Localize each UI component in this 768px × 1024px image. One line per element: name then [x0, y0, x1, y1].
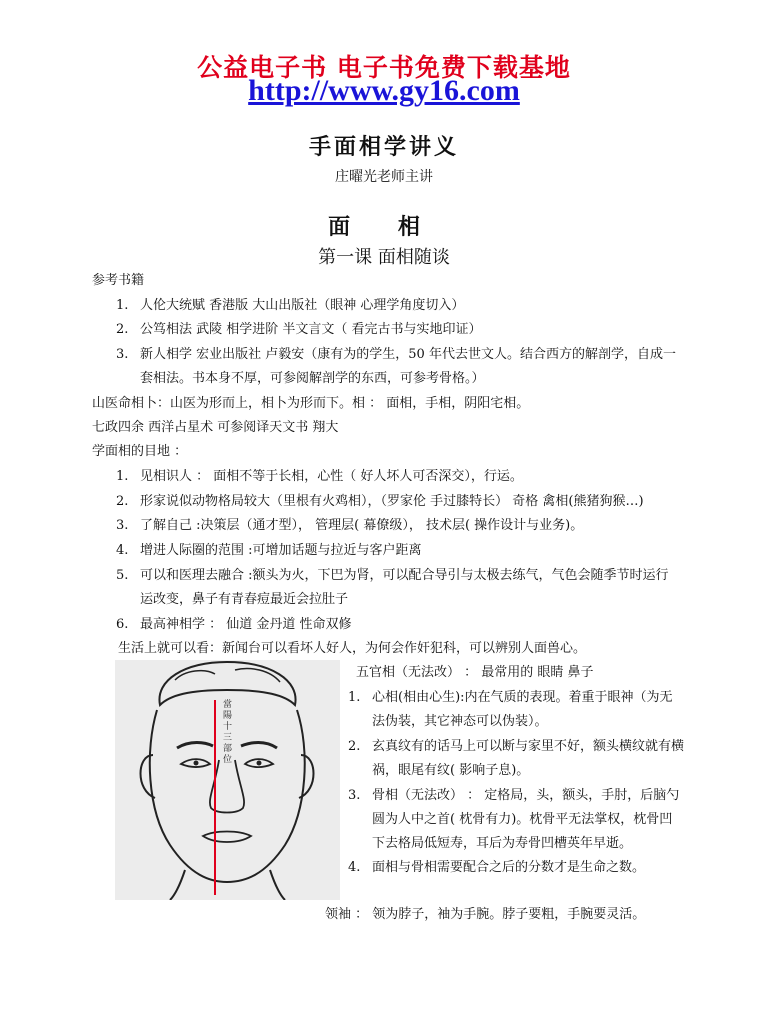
footer-note: 领袖 ： 领为脖子，袖为手腕。脖子要粗，手腕要灵活。	[325, 907, 646, 922]
list-item: 人伦大统赋 香港版 大山出版社（眼神 心理学角度切入）	[140, 298, 465, 313]
list-item-continuation: 运改变，鼻子有青春痘最近会拉肚子	[140, 592, 349, 607]
list-item-continuation: 套相法。书本身不厚，可参阅解剖学的东西，可参考骨格。）	[140, 371, 485, 386]
purpose-heading: 学面相的目地 ：	[92, 444, 188, 459]
references-heading: 参考书籍	[92, 273, 145, 288]
list-number: 2.	[348, 739, 361, 754]
list-item: 增进人际圈的范围 :可增加话题与拉近与客户距离	[140, 543, 422, 558]
paragraph: 生活上就可以看：新闻台可以看坏人好人，为何会作奸犯科，可以辨别人面兽心。	[118, 641, 587, 656]
list-item: 见相识人 ： 面相不等于长相，心性（ 好人坏人可否深交），行运。	[140, 469, 523, 484]
paragraph: 山医命相卜：山医为形而上，相卜为形而下。相 ： 面相，手相，阴阳宅相。	[92, 396, 530, 411]
lesson-heading: 第一课 面相随谈	[318, 247, 450, 268]
list-number: 5.	[116, 568, 129, 583]
list-number: 4.	[116, 543, 129, 558]
list-item-continuation: 下去格局低短寿，耳后为寿骨凹槽英年早逝。	[372, 836, 633, 851]
list-item: 可以和医理去融合 :额头为火，下巴为肾，可以配合导引与太极去练气，气色会随季节时运行	[140, 568, 669, 583]
author-line: 庄曜光老师主讲	[335, 169, 433, 185]
list-number: 3.	[348, 788, 361, 803]
list-number: 1.	[348, 690, 361, 705]
list-number: 6.	[116, 617, 129, 632]
list-item: 公笃相法 武陵 相学进阶 半文言文（ 看完古书与实地印证）	[140, 322, 482, 337]
list-item-continuation: 法伪装，其它神态可以伪装）。	[372, 714, 548, 729]
list-item: 最高神相学 ： 仙道 金丹道 性命双修	[140, 617, 352, 632]
list-item: 心相(相由心生):内在气质的表现。着重于眼神（为无	[372, 690, 673, 705]
site-url-link[interactable]: http://www.gy16.com	[248, 74, 520, 107]
list-number: 2.	[116, 322, 129, 337]
list-item: 了解自己 :决策层（通才型）， 管理层( 幕僚级）， 技术层( 操作设计与业务)。	[140, 518, 584, 533]
face-portrait-figure	[115, 660, 340, 900]
list-item-continuation: 圆为人中之首( 枕骨有力)。枕骨平无法掌权，枕骨凹	[372, 812, 673, 827]
list-item: 新人相学 宏业出版社 卢毅安（康有为的学生，50 年代去世文人。结合西方的解剖学，自成一	[140, 347, 676, 362]
list-item-continuation: 祸，眼尾有纹( 影响子息)。	[372, 763, 530, 778]
list-number: 3.	[116, 518, 129, 533]
list-number: 2.	[116, 494, 129, 509]
list-number: 4.	[348, 860, 361, 875]
list-item: 玄真纹有的话马上可以断与家里不好，额头横纹就有横	[372, 739, 685, 754]
facial-heading: 五官相（无法改） ： 最常用的 眼睛 鼻子	[356, 665, 594, 680]
document-title: 手面相学讲义	[308, 135, 459, 160]
section-heading: 面 相	[328, 215, 440, 240]
list-item: 骨相（无法改） ： 定格局，头，额头，手肘，后脑勺	[372, 788, 680, 803]
list-number: 3.	[116, 347, 129, 362]
figure-label: 當陽十三部位	[223, 700, 233, 765]
list-number: 1.	[116, 469, 129, 484]
list-item: 面相与骨相需要配合之后的分数才是生命之数。	[372, 860, 646, 875]
list-item: 形家说似动物格局较大（里根有火鸡相），（罗家伦 手过膝特长） 奇格 禽相(熊猪狗猴…)	[140, 494, 644, 509]
list-number: 1.	[116, 298, 129, 313]
paragraph: 七政四余 西洋占星术 可参阅译天文书 翔大	[92, 420, 339, 435]
site-banner: 公益电子书 电子书免费下载基地	[197, 53, 571, 82]
